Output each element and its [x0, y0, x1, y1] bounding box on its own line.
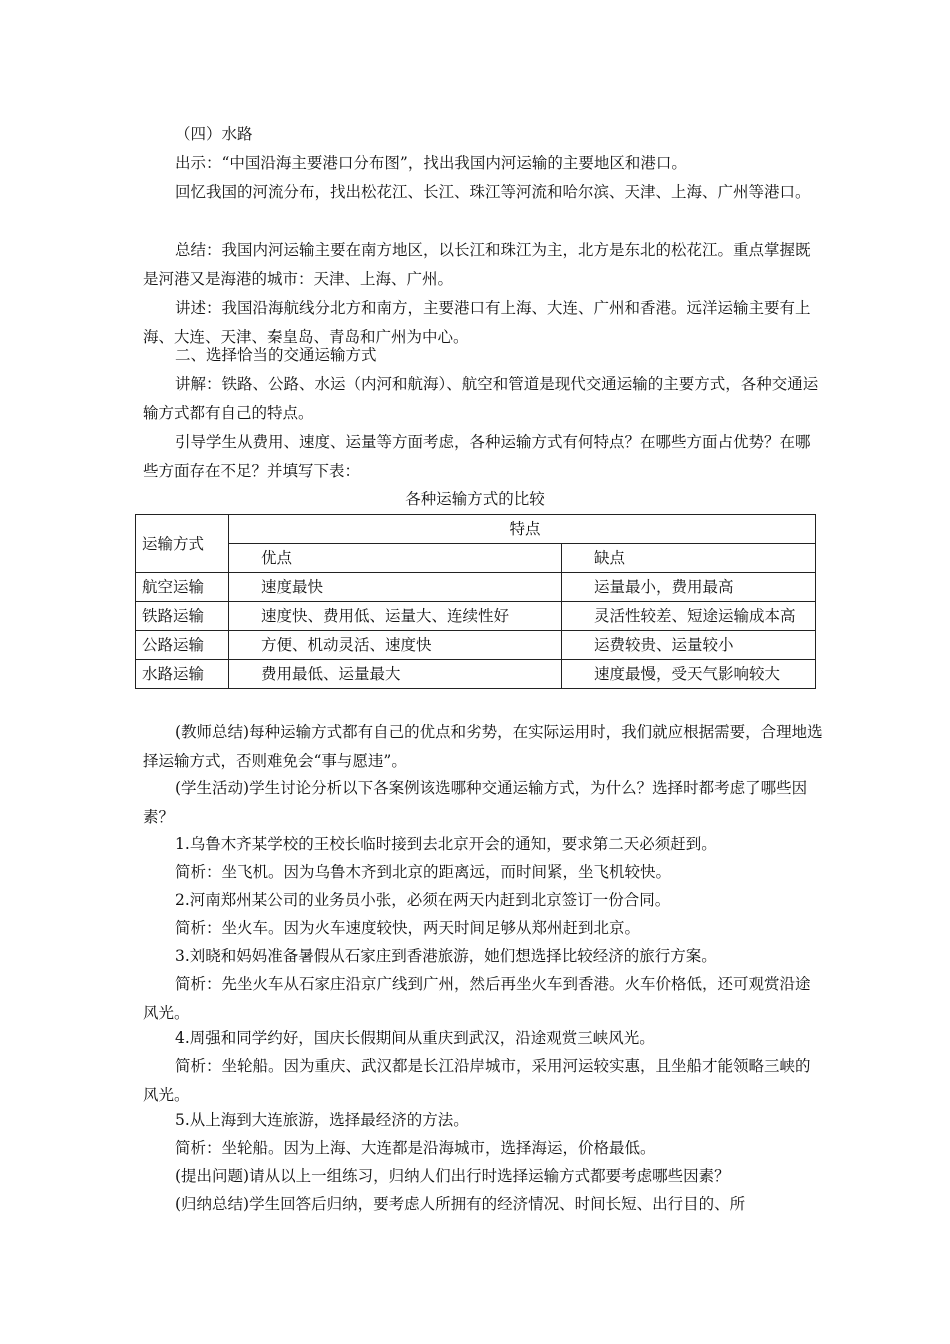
paragraph-explain-modes: 讲解：铁路、公路、水运（内河和航海）、航空和管道是现代交通运输的主要方式，各种交通运输方式都有自己的特点。 [143, 375, 819, 422]
cell-mode: 航空运输 [136, 573, 229, 602]
cell-cons: 灵活性较差、短途运输成本高 [562, 602, 816, 631]
cell-pros: 速度快、费用低、运量大、连续性好 [229, 602, 562, 631]
cell-pros: 费用最低、运量最大 [229, 660, 562, 689]
paragraph-show-map: 出示：“中国沿海主要港口分布图”，找出我国内河运输的主要地区和港口。 [175, 154, 687, 172]
cell-cons: 运量最小，费用最高 [562, 573, 816, 602]
paragraph-summary-inland: 总结：我国内河运输主要在南方地区，以长江和珠江为主，北方是东北的松花江。重点掌握既是河港又是海港的城市：天津、上海、广州。 [143, 241, 811, 288]
cell-mode: 水路运输 [136, 660, 229, 689]
paragraph-conclusion: (归纳总结)学生回答后归纳，要考虑人所拥有的经济情况、时间长短、出行目的、所 [175, 1195, 746, 1213]
paragraph-question: (提出问题)请从以上一组练习，归纳人们出行时选择运输方式都要考虑哪些因素？ [175, 1167, 730, 1185]
paragraph-student-activity: (学生活动)学生讨论分析以下各案例该选哪种交通运输方式，为什么？选择时都考虑了哪些因素？ [143, 779, 808, 826]
table-row [136, 660, 816, 689]
table-row [136, 602, 816, 631]
header-features: 特点 [229, 515, 816, 544]
paragraph-guide-students: 引导学生从费用、速度、运量等方面考虑，各种运输方式有何特点？在哪些方面占优势？在哪些方面存在不足？并填写下表： [143, 433, 811, 480]
table-header-row [136, 515, 816, 544]
case-item: 1.乌鲁木齐某学校的王校长临时接到去北京开会的通知，要求第二天必须赶到。 [175, 835, 717, 853]
table-row [136, 631, 816, 660]
table-subheader-row [136, 544, 816, 573]
header-cons: 缺点 [562, 544, 816, 573]
table-row [136, 573, 816, 602]
case-item: 3.刘晓和妈妈准备暑假从石家庄到香港旅游，她们想选择比较经济的旅行方案。 [175, 947, 717, 965]
case-analysis: 简析：坐轮船。因为上海、大连都是沿海城市，选择海运，价格最低。 [175, 1139, 656, 1157]
cell-cons: 运费较贵、运量较小 [562, 631, 816, 660]
table-caption: 各种运输方式的比较 [405, 490, 545, 508]
case-analysis: 简析：坐飞机。因为乌鲁木齐到北京的距离远，而时间紧，坐飞机较快。 [175, 863, 672, 881]
cell-mode: 公路运输 [136, 631, 229, 660]
comparison-table [135, 514, 816, 689]
section-heading-choose-transport: 二、选择恰当的交通运输方式 [175, 346, 377, 364]
header-pros: 优点 [229, 544, 562, 573]
case-item: 2.河南郑州某公司的业务员小张，必须在两天内赶到北京签订一份合同。 [175, 891, 671, 909]
header-transport-mode: 运输方式 [136, 515, 229, 573]
paragraph-recall-rivers: 回忆我国的河流分布，找出松花江、长江、珠江等河流和哈尔滨、天津、上海、广州等港口。 [175, 183, 811, 201]
case-item: 4.周强和同学约好，国庆长假期间从重庆到武汉，沿途观赏三峡风光。 [175, 1029, 655, 1047]
paragraph-teacher-summary: (教师总结)每种运输方式都有自己的优点和劣势，在实际运用时，我们就应根据需要，合理地选择运输方式，否则难免会“事与愿违”。 [143, 723, 823, 770]
cell-mode: 铁路运输 [136, 602, 229, 631]
case-analysis: 简析：坐轮船。因为重庆、武汉都是长江沿岸城市，采用河运较实惠，且坐船才能领略三峡的风光。 [143, 1057, 811, 1104]
section-heading-waterway: （四）水路 [175, 125, 253, 143]
case-analysis: 简析：先坐火车从石家庄沿京广线到广州，然后再坐火车到香港。火车价格低，还可观赏沿途风光。 [143, 975, 811, 1022]
cell-pros: 方便、机动灵活、速度快 [229, 631, 562, 660]
paragraph-coastal-routes: 讲述：我国沿海航线分北方和南方，主要港口有上海、大连、广州和香港。远洋运输主要有上海、大连、天津、秦皇岛、青岛和广州为中心。 [143, 299, 811, 346]
case-item: 5.从上海到大连旅游，选择最经济的方法。 [175, 1111, 469, 1129]
cell-pros: 速度最快 [229, 573, 562, 602]
cell-cons: 速度最慢，受天气影响较大 [562, 660, 816, 689]
case-analysis: 简析：坐火车。因为火车速度较快，两天时间足够从郑州赶到北京。 [175, 919, 641, 937]
